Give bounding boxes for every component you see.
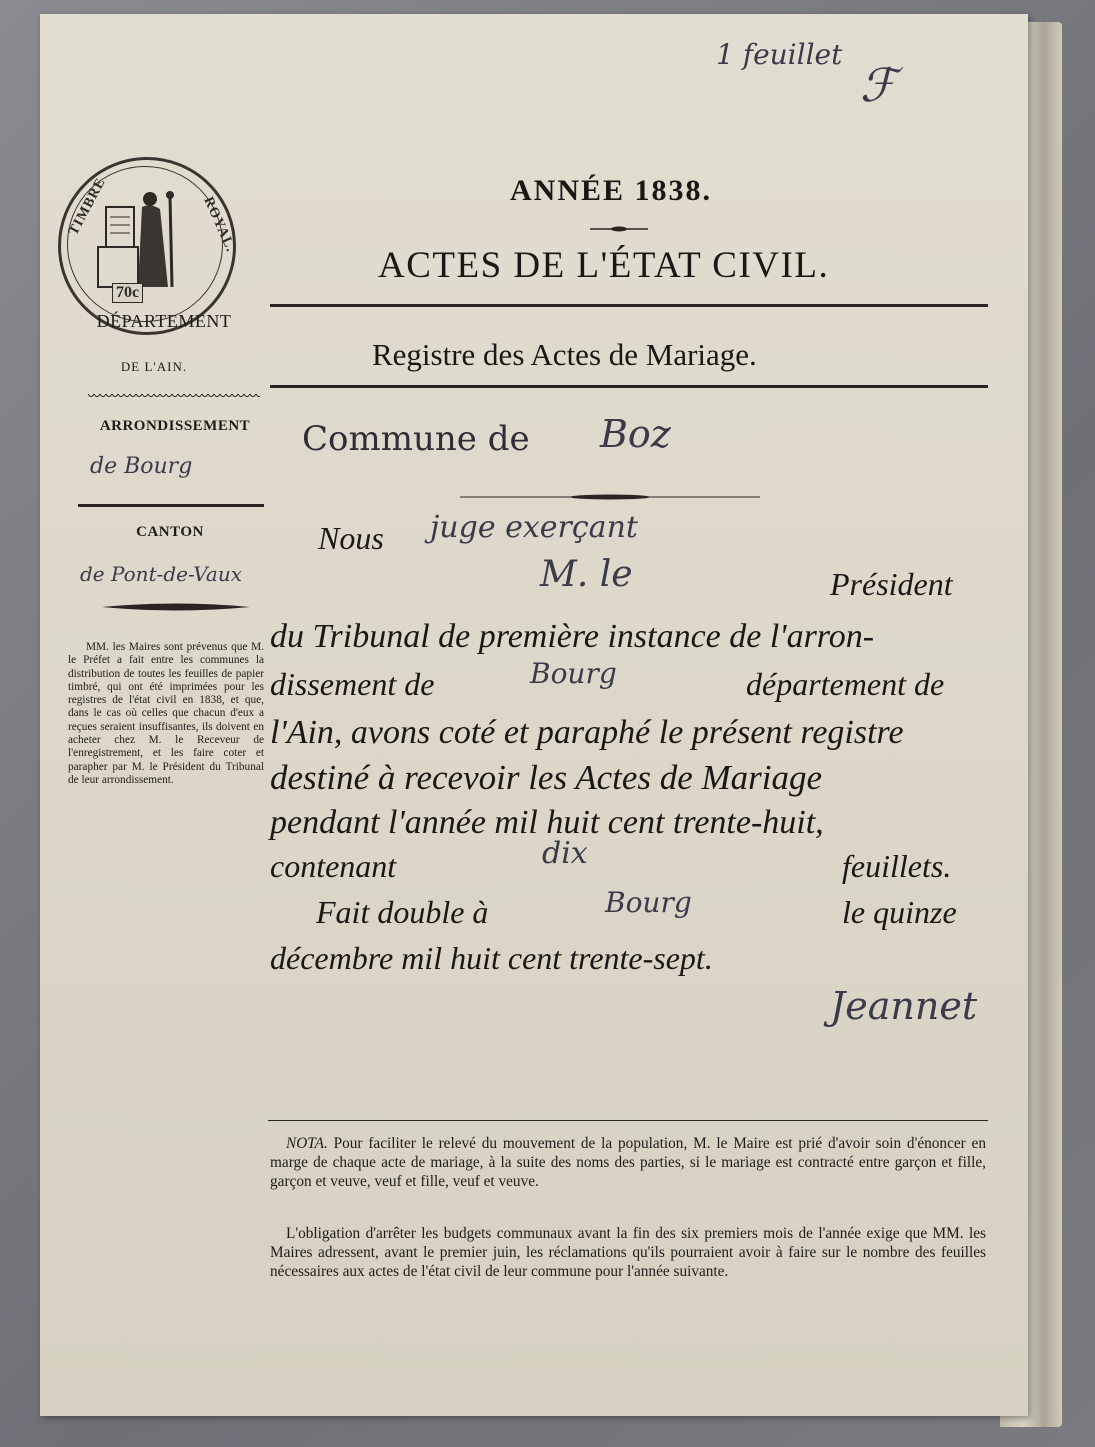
canton-label: CANTON [136,524,204,540]
body-ain-line: l'Ain, avons coté et paraphé le présent registre [270,714,904,751]
royal-stamp-seal [58,157,236,335]
departement-heading: DÉPARTEMENT [96,311,232,331]
nota-paragraph-2: L'obligation d'arrêter les budgets communaux avant la fin des six premiers mois de l'année exige que MM. les Maires adressent, avant le premier juin, les réclamations qu'ils pourraient avoir à faire sur le nombre des feuilles nécessaires aux actes de l'état civil de leur commune pour l'année suivante. [270,1225,986,1280]
nota-rule [268,1120,988,1121]
register-page [40,14,1028,1416]
maires-notice: MM. les Maires sont prévenus que M. le Préfet a fait entre les communes la distribution de toutes les feuilles de papier timbré, qui ont été imprimées pour les registres de l'état civil en 1838, et que, dans le cas où celles que chacun d'eux a reçues seraient insuffisantes, ils doivent en acheter chez M. le Receveur de l'enregistrement, et les faire coter et parapher par M. le Président du Tribunal de leur arrondissement. [68,641,264,786]
nota-text-1: Pour faciliter le relevé du mouvement de la population, M. le Maire est prié d'avoir soin d'énoncer en marge de chaque acte de mariage, à la suite des noms des parties, si le mariage est contracté entre garçon et fille, garçon et veuve, veuf et fille, veuf et veuve. [270,1135,986,1190]
header-rule-bottom [270,385,988,388]
left-double-rule [78,504,264,507]
body-departement-de: département de [746,666,945,702]
nota-paragraph-1 [270,1134,986,1191]
canton-value: de Pont-de-Vaux [80,562,242,586]
register-title: Registre des Actes de Mariage. [372,337,757,372]
handwritten-bourg-1: Bourg [530,657,617,690]
body-fait-double: Fait double à [316,894,489,930]
body-dissement: dissement de [270,666,435,702]
body-nous: Nous [318,520,384,556]
arrondissement-label: ARRONDISSEMENT [99,418,251,434]
commune-label: Commune de [302,419,530,459]
nota-label: NOTA. [286,1135,328,1152]
commune-ornament-rule [460,494,760,500]
body-president: Président [830,566,953,602]
acts-title: ACTES DE L'ÉTAT CIVIL. [378,245,830,286]
body-le-quinze: le quinze [842,894,957,930]
wavy-divider [88,394,260,400]
body-destine-line: destiné à recevoir les Actes de Mariage [270,758,823,797]
departement-subheading: DE L'AIN. [120,359,188,374]
left-swash-divider [102,602,250,612]
header-rule-top [270,304,988,307]
title-ornament [590,226,648,232]
handwritten-page-count: 1 feuillet [716,38,843,71]
handwritten-bourg-2: Bourg [605,886,692,919]
handwritten-dix: dix [542,836,588,871]
seal-value: 70c [112,283,143,303]
body-contenant: contenant [270,848,397,884]
handwritten-signature: Jeannet [830,984,978,1028]
handwritten-mle: M. le [540,554,633,595]
year-title: ANNÉE 1838. [510,174,713,207]
commune-value: Boz [600,412,671,456]
seal-arc-right-text: ROYAL. [200,194,238,255]
body-decembre-line: décembre mil huit cent trente-sept. [270,940,713,976]
body-pendant-line: pendant l'année mil huit cent trente-huit, [270,804,824,841]
handwritten-juge: juge exerçant [430,510,638,545]
seal-arc-left-text: TIMBRE [66,175,110,238]
body-tribunal-line: du Tribunal de première instance de l'arron- [270,618,875,655]
arrondissement-value: de Bourg [90,454,193,479]
body-feuillets: feuillets. [842,848,952,884]
handwritten-mark: ℱ [860,58,897,112]
